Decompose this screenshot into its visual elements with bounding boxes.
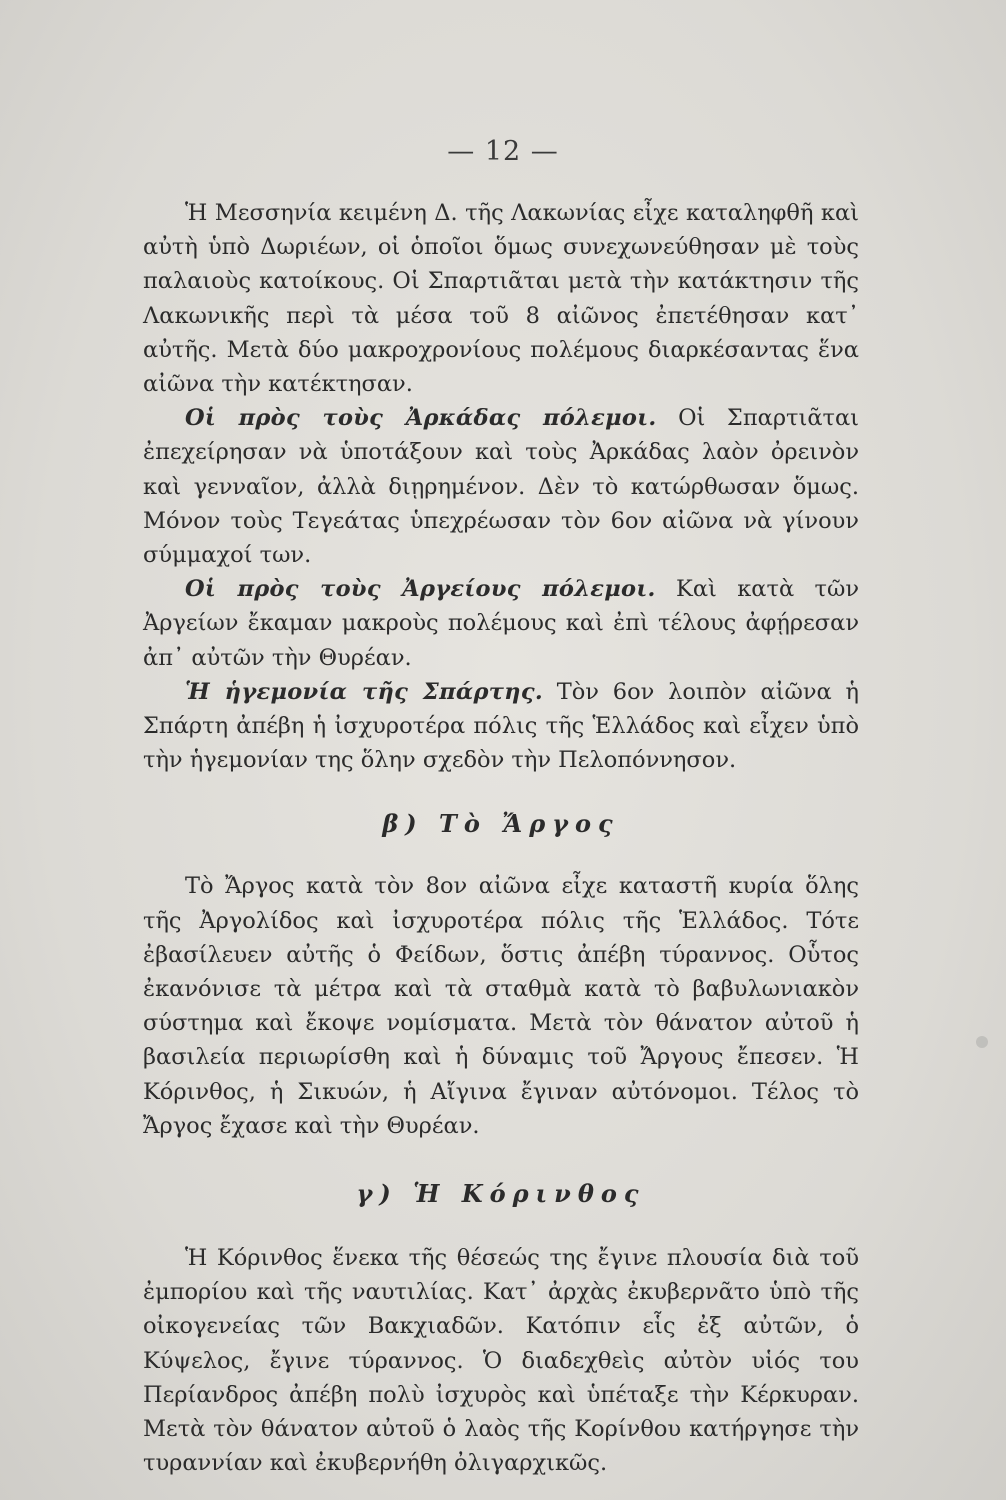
page-number: — 12 —: [447, 136, 559, 167]
paragraph-body-argive-wars: Καὶ κατὰ τῶν Ἀργείων ἔκαμαν μακροὺς πολέμους καὶ ἐπὶ τέλους ἀφῄρεσαν ἀπ᾽ αὐτῶν τὴν Θυρέαν.: [143, 576, 859, 671]
paragraph-corinth: Ἡ Κόρινθος ἕνεκα τῆς θέσεώς της ἔγινε πλουσία διὰ τοῦ ἐμπορίου καὶ τῆς ναυτιλίας. Κατ᾽ ἀρχὰς ἐκυβερνᾶτο ὑπὸ τῆς οἰκογενείας τῶν Βακχιαδῶν. Κατόπιν εἷς ἐξ αὐτῶν, ὁ Κύψελος, ἔγινε τύραννος. Ὁ διαδεχθεὶς αὐτὸν υἱός του Περίανδρος ἀπέβη πολὺ ἰσχυρὸς καὶ ὑπέταξε τὴν Κέρκυραν. Μετὰ τὸν θάνατον αὐτοῦ ὁ λαὸς τῆς Κορίνθου κατήργησε τὴν τυραννίαν καὶ ἐκυβερνήθη ὀλιγαρχικῶς.: [143, 1245, 859, 1477]
paragraph-arcadian-wars: [143, 401, 859, 572]
paragraph-lead-sparta-hegemony: Ἡ ἡγεμονία τῆς Σπάρτης.: [185, 678, 543, 705]
paragraph-lead-argive-wars: Οἱ πρὸς τοὺς Ἀργείους πόλεμοι.: [185, 576, 656, 603]
section-heading-corinth: γ) Ἡ Κόρινθος: [356, 1179, 646, 1209]
paragraph-messenia: Ἡ Μεσσηνία κειμένη Δ. τῆς Λακωνίας εἶχε καταληφθῆ καὶ αὐτὴ ὑπὸ Δωριέων, οἱ ὁποῖοι ὅμως συνεχωνεύθησαν μὲ τοὺς παλαιοὺς κατοίκους. Οἱ Σπαρτιᾶται μετὰ τὴν κατάκτησιν τῆς Λακωνικῆς περὶ τὰ μέσα τοῦ 8 αἰῶνος ἐπετέθησαν κατ᾽ αὐτῆς. Μετὰ δύο μακροχρονίους πολέμους διαρκέσαντας ἕνα αἰῶνα τὴν κατέκτησαν.: [143, 200, 859, 398]
paragraph-lead-arcadian-wars: Οἱ πρὸς τοὺς Ἀρκάδας πόλεμοι.: [185, 405, 657, 432]
paragraph-argive-wars: [143, 572, 859, 675]
paragraph-sparta-hegemony: [143, 675, 859, 778]
paragraph-argos: Τὸ Ἄργος κατὰ τὸν 8ον αἰῶνα εἶχε καταστῆ κυρία ὅλης τῆς Ἀργολίδος καὶ ἰσχυροτέρα πόλις τῆς Ἑλλάδος. Τότε ἐβασίλευεν αὐτῆς ὁ Φείδων, ὅστις ἀπέβη τύραννος. Οὗτος ἐκανόνισε τὰ μέτρα καὶ τὰ σταθμὰ κατὰ τὸ βαβυλωνιακὸν σύστημα καὶ ἔκοψε νομίσματα. Μετὰ τὸν θάνατον αὐτοῦ ἡ βασιλεία περιωρίσθη καὶ ἡ δύναμις τοῦ Ἄργους ἔπεσεν. Ἡ Κόρινθος, ἡ Σικυών, ἡ Αἴγινα ἔγιναν αὐτόνομοι. Τέλος τὸ Ἄργος ἔχασε καὶ τὴν Θυρέαν.: [143, 873, 859, 1139]
paragraph-body-arcadian-wars: Οἱ Σπαρτιᾶται ἐπεχείρησαν νὰ ὑποτάξουν καὶ τοὺς Ἀρκάδας λαὸν ὀρεινὸν καὶ γενναῖον, ἀλλὰ διῃρημένον. Δὲν τὸ κατώρθωσαν ὅμως. Μόνον τοὺς Τεγεάτας ὑπεχρέωσαν τὸν 6ον αἰῶνα νὰ γίνουν σύμμαχοί των.: [143, 405, 859, 569]
paper-stain: [976, 1036, 988, 1048]
section-heading-argos: β) Τὸ Ἄργος: [382, 809, 620, 839]
body-text: [143, 196, 859, 1481]
paragraph-body-sparta-hegemony: Τὸν 6ον λοιπὸν αἰῶνα ἡ Σπάρτη ἀπέβη ἡ ἰσχυροτέρα πόλις τῆς Ἑλλάδος καὶ εἶχεν ὑπὸ τὴν ἡγεμονίαν της ὅλην σχεδὸν τὴν Πελοπόννησον.: [143, 678, 859, 774]
